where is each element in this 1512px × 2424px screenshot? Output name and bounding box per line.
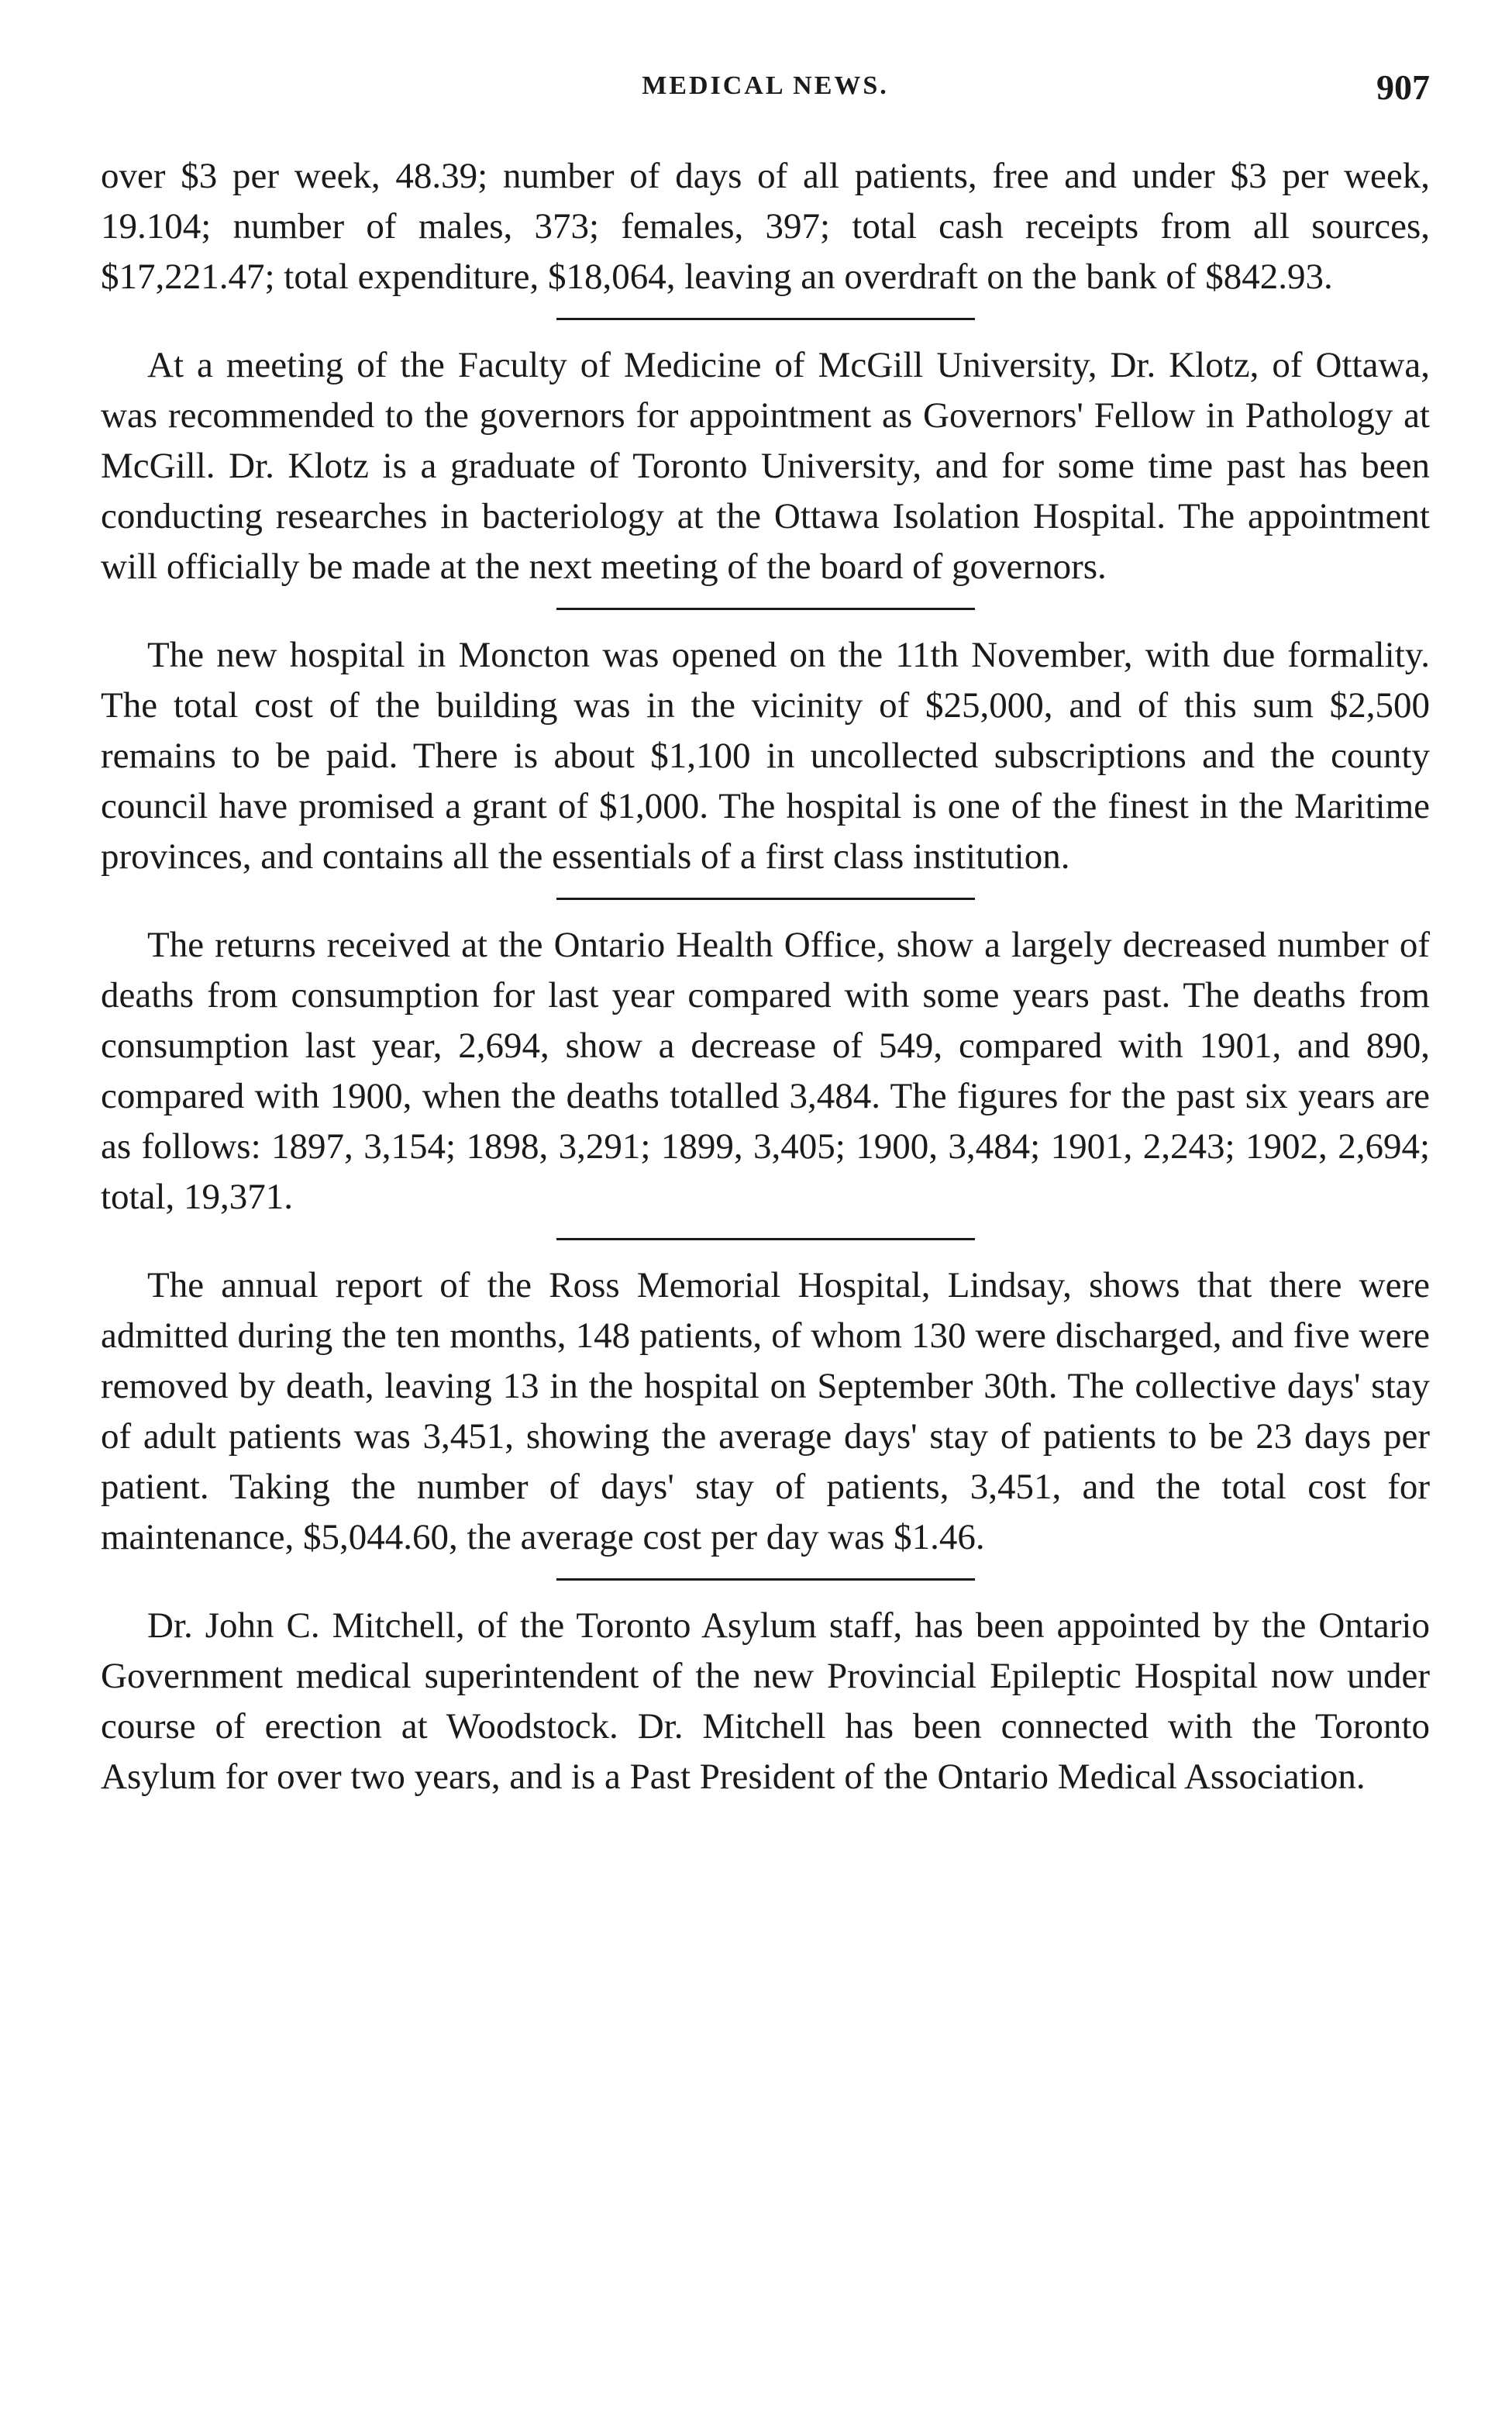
news-item-mcgill-appointment: At a meeting of the Faculty of Medicine of McGill University, Dr. Klotz, of Ottawa, was recommended to the governors for appointment as Governors' Fellow in Pathology at McGill. Dr. Klotz is a graduate of Toronto University, and for some time past has been conducting researches in bacteriology at the Ottawa Isolation Hospital. The appointment will officially be made at the next meeting of the board of governors. — [101, 345, 1430, 587]
news-item-hospital-statistics: over $3 per week, 48.39; number of days of all patients, free and under $3 per week, 19.104; number of males, 373; females, 397; total cash receipts from all sources, $17,221.47; total expenditure, $18,064, leaving an overdraft on the bank of $842.93. — [101, 156, 1430, 297]
section-divider — [556, 1238, 975, 1240]
news-column — [101, 151, 1430, 1802]
section-divider — [556, 898, 975, 900]
section-divider — [556, 318, 975, 320]
running-title: MEDICAL NEWS. — [642, 71, 889, 100]
news-item-moncton-hospital: The new hospital in Moncton was opened on the 11th November, with due formality. The total cost of the building was in the vicinity of $25,000, and of this sum $2,500 remains to be paid. There is about $1,100 in uncollected subscriptions and the county council have promised a grant of $1,000. The hospital is one of the finest in the Maritime provinces, and contains all the essentials of a first class institution. — [101, 635, 1430, 877]
section-divider — [556, 608, 975, 610]
news-item-mitchell-appointment: Dr. John C. Mitchell, of the Toronto Asylum staff, has been appointed by the Ontario Government medical superintendent of the new Provincial Epileptic Hospital now under course of erection at Woodstock. Dr. Mitchell has been connected with the Toronto Asylum for over two years, and is a Past President of the Ontario Medical Association. — [101, 1605, 1430, 1797]
page-number: 907 — [1376, 67, 1430, 107]
running-head — [101, 67, 1430, 118]
news-item-ontario-consumption: The returns received at the Ontario Health Office, show a largely decreased number of deaths from consumption for last year compared with some years past. The deaths from consumption last year, 2,694, show a decrease of 549, compared with 1901, and 890, compared with 1900, when the deaths totalled 3,484. The figures for the past six years are as follows: 1897, 3,154; 1898, 3,291; 1899, 3,405; 1900, 3,484; 1901, 2,243; 1902, 2,694; total, 19,371. — [101, 925, 1430, 1217]
section-divider — [556, 1578, 975, 1581]
news-item-ross-memorial: The annual report of the Ross Memorial Hospital, Lindsay, shows that there were admitted during the ten months, 148 patients, of whom 130 were discharged, and five were removed by death, leaving 13 in the hospital on September 30th. The collective days' stay of adult patients was 3,451, showing the average days' stay of patients to be 23 days per patient. Taking the number of days' stay of patients, 3,451, and the total cost for maintenance, $5,044.60, the average cost per day was $1.46. — [101, 1265, 1430, 1557]
